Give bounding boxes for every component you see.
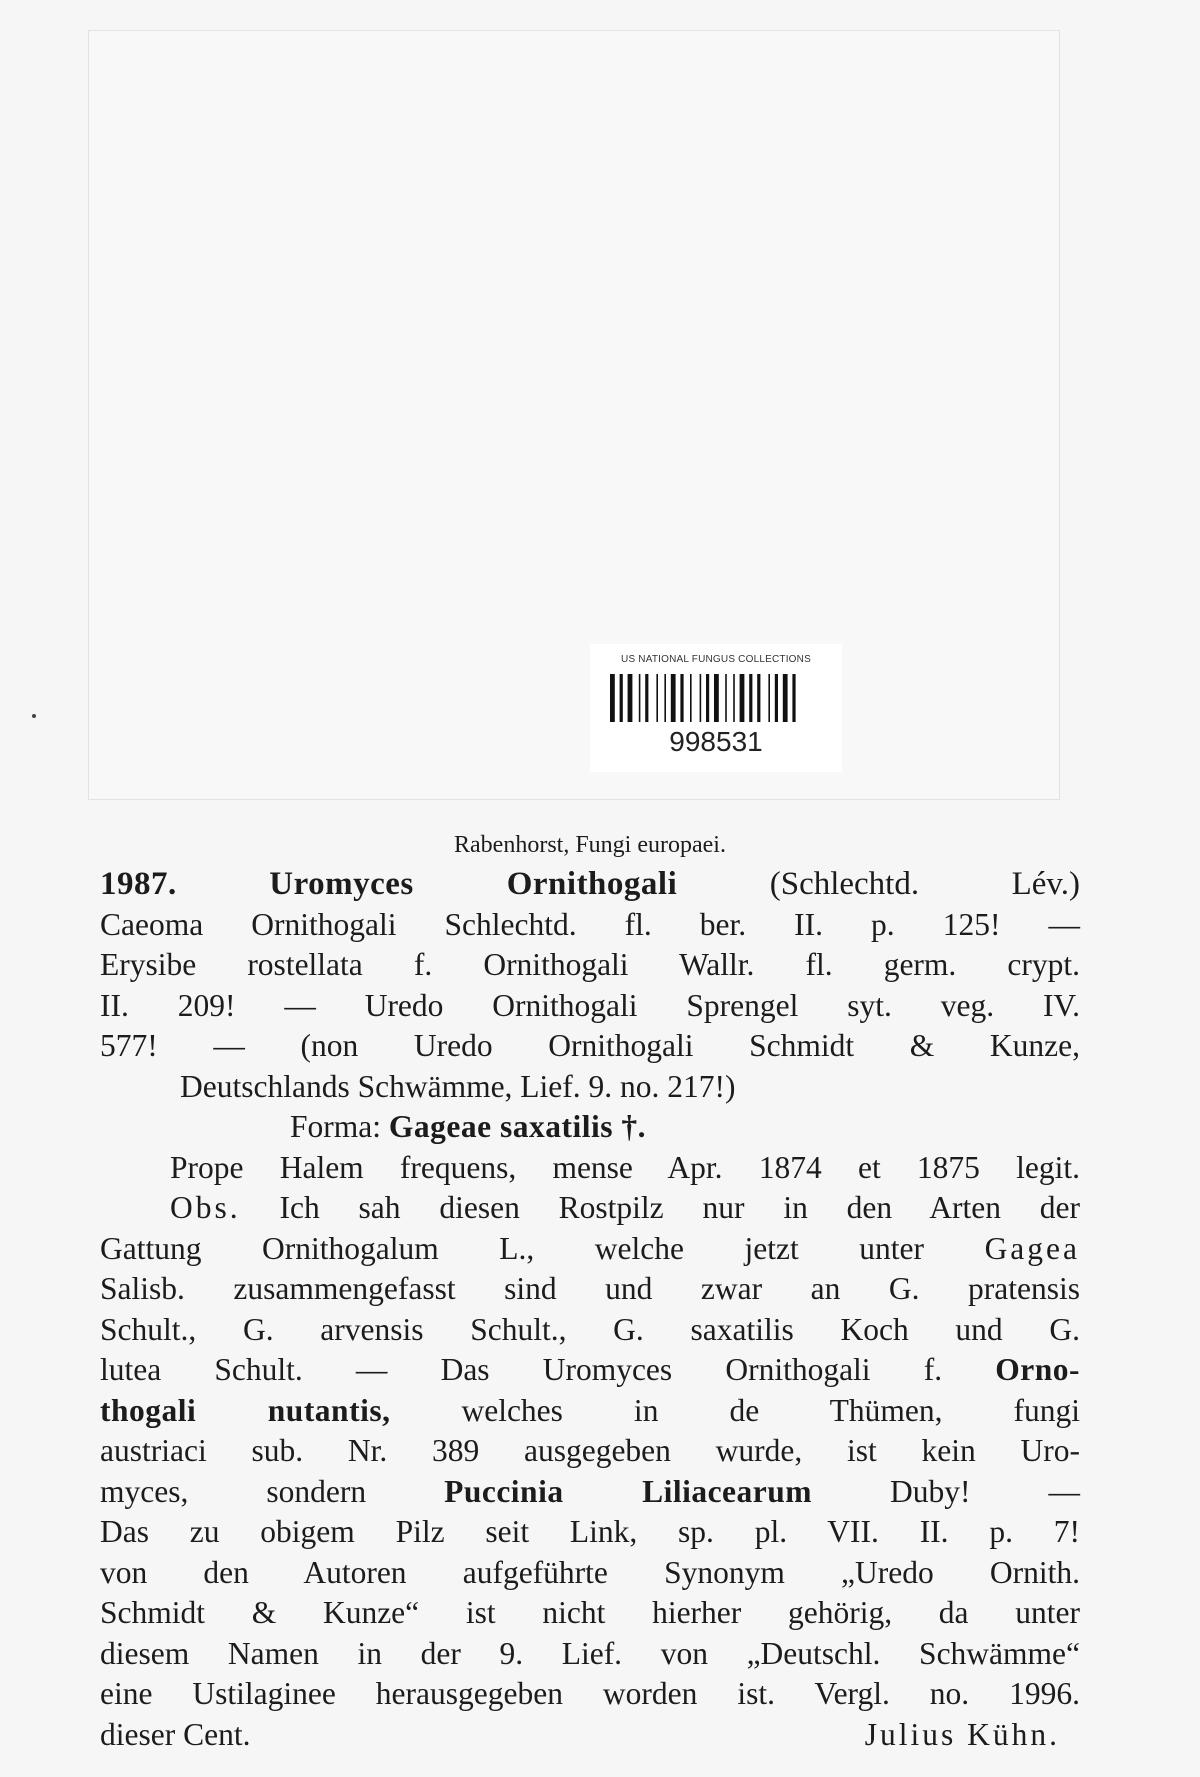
synonym-line-4: 577! — (non Uredo Ornithogali Schmidt & Kunze, (100, 1028, 1080, 1063)
observation-line-13: eine Ustilaginee herausgegeben worden ist. Vergl. no. 1996. (100, 1676, 1080, 1711)
observation-line-2 (100, 1229, 1080, 1270)
observation-text-8a: myces, sondern (100, 1473, 367, 1509)
synonym-line-1: Caeoma Ornithogali Schlechtd. fl. ber. II. p. 125! — (100, 906, 1080, 942)
barcode-collection-name: US NATIONAL FUNGUS COLLECTIONS (621, 654, 811, 665)
observation-text-5a: lutea Schult. — Das Uromyces Ornithogali f. (100, 1352, 943, 1387)
observation-line-6 (100, 1391, 1080, 1432)
species-authority: (Schlechtd. Lév.) (769, 866, 1080, 902)
observation-line-4: Schult., G. arvensis Schult., G. saxatilis Koch und G. (100, 1311, 1080, 1347)
species-name: Uromyces Ornithogali (269, 866, 678, 902)
observation-text-1: Ich sah diesen Rostpilz nur in den Arten der (279, 1190, 1081, 1225)
observation-line-12: diesem Namen in der 9. Lief. von „Deutschl. Schwämme“ (100, 1635, 1080, 1671)
observation-line-11: Schmidt & Kunze“ ist nicht hierher gehörig, da unter (100, 1595, 1080, 1630)
synonym-line-2: Erysibe rostellata f. Ornithogali Wallr. fl. germ. crypt. (100, 947, 1080, 982)
locality-line: Prope Halem frequens, mense Apr. 1874 et 1875 legit. (170, 1149, 1080, 1185)
observation-line-9: Das zu obigem Pilz seit Link, sp. pl. VII. II. p. 7! (100, 1514, 1080, 1549)
observation-line-5 (100, 1350, 1080, 1391)
observation-line-8 (100, 1472, 1080, 1513)
observation-text-6b: welches in de Thümen, fungi (461, 1392, 1080, 1428)
observation-text-5b: Orno- (995, 1352, 1081, 1387)
specimen-packet (88, 30, 1060, 800)
barcode-label (590, 644, 842, 772)
observation-text-8c: Duby! — (890, 1473, 1081, 1509)
observation-text-14a: dieser Cent. (100, 1716, 251, 1752)
forma-label: Forma: (290, 1109, 381, 1144)
series-header: Rabenhorst, Fungi europaei. (454, 832, 726, 858)
observation-text-8b: Puccinia Liliacearum (444, 1473, 813, 1509)
specimen-speck (32, 714, 36, 718)
observation-line-1 (100, 1188, 1080, 1229)
observation-line-10: von den Autoren aufgeführte Synonym „Uredo Ornith. (100, 1554, 1080, 1590)
observation-line-3: Salisb. zusammengefasst sind und zwar an G. pratensis (100, 1271, 1080, 1306)
barcode-number: 998531 (669, 726, 763, 757)
obs-label: Obs. (170, 1190, 241, 1225)
forma-line (100, 1107, 1080, 1148)
observation-text-6a: thogali nutantis, (100, 1392, 391, 1428)
exsiccata-label (100, 826, 1080, 1755)
observation-text-2b: Gagea (984, 1230, 1081, 1266)
exsiccata-number: 1987. (100, 866, 177, 902)
observation-text-2a: Gattung Ornithogalum L., welche jetzt unter (100, 1230, 925, 1266)
observation-line-7: austriaci sub. Nr. 389 ausgegeben wurde, ist kein Uro- (100, 1433, 1080, 1468)
synonym-line-5: Deutschlands Schwämme, Lief. 9. no. 217!) (180, 1068, 736, 1104)
observation-line-14 (100, 1715, 1080, 1756)
collector-signature: Julius Kühn. (864, 1716, 1060, 1752)
barcode-bars (608, 674, 824, 722)
species-title (100, 864, 1080, 905)
synonym-line-3: II. 209! — Uredo Ornithogali Sprengel syt. veg. IV. (100, 987, 1080, 1023)
forma-name: Gageae saxatilis †. (388, 1109, 646, 1144)
